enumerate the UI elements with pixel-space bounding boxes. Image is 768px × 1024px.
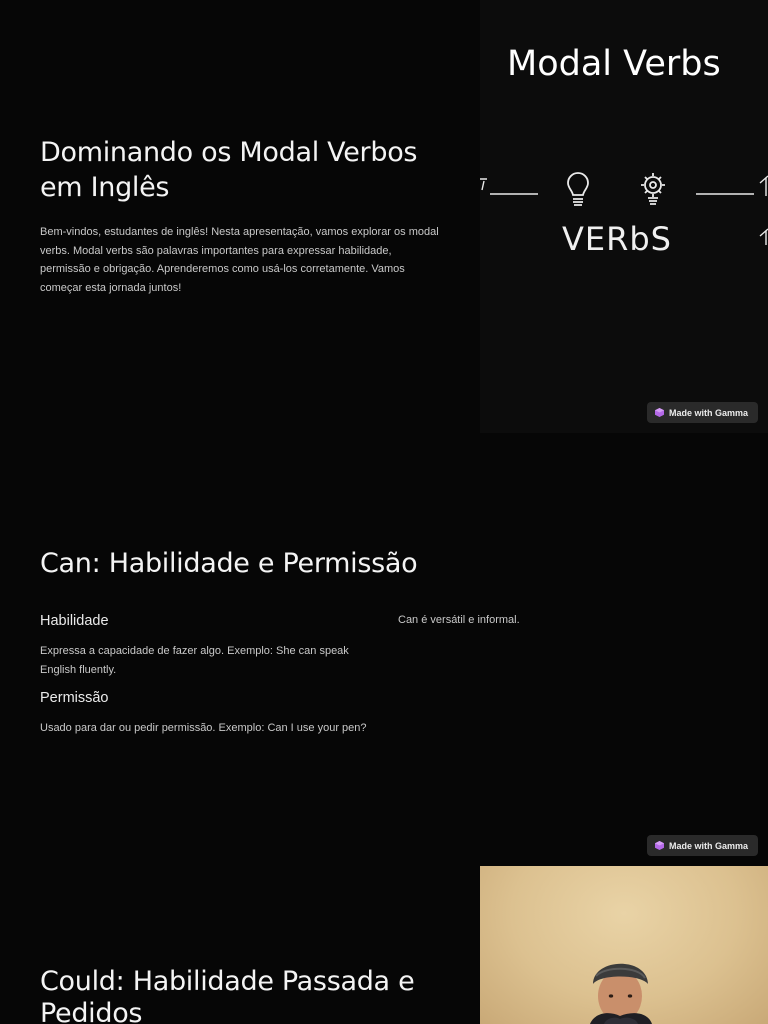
gamma-logo-icon (655, 841, 664, 850)
boy-with-helmet-photo (480, 866, 768, 1024)
section-heading-permission: Permissão (40, 690, 109, 706)
section-text-permission: Usado para dar ou pedir permissão. Exemplo: Can I use your pen? (40, 722, 367, 734)
slide-could (0, 866, 768, 1024)
badge-label: Made with Gamma (669, 840, 749, 851)
gamma-logo-icon (655, 408, 664, 417)
illustration-title: Modal Verbs (507, 44, 721, 84)
made-with-gamma-badge[interactable] (647, 402, 758, 423)
section-text-ability: Expressa a capacidade de fazer algo. Exemplo: She can speak English fluently. (40, 645, 349, 676)
section-heading-ability: Habilidade (40, 613, 109, 629)
slide-title: Dominando os Modal Verbos em Inglês (40, 137, 418, 203)
slide-can (0, 433, 768, 866)
modal-verbs-illustration (480, 0, 768, 433)
slide-intro (0, 0, 768, 433)
slide-title: Could: Habilidade Passada e Pedidos (40, 966, 415, 1024)
side-note: Can é versátil e informal. (398, 614, 520, 626)
lightbulb-icon (568, 173, 588, 205)
slide-title: Can: Habilidade e Permissão (40, 548, 418, 579)
made-with-gamma-badge[interactable] (647, 835, 758, 856)
illustration-graphics (480, 0, 768, 433)
boy-illustration (480, 866, 768, 1024)
slide-body-text: Bem-vindos, estudantes de inglês! Nesta apresentação, vamos explorar os modal verbs. Modal verbs são palavras importantes para expressar habilidade, permissão e obrigação. Aprenderemos como usá-los corretamente. Vamos começar esta jornada juntos! (40, 226, 439, 294)
illustration-verbs-word: VERbS (562, 220, 672, 258)
gear-bulb-icon (641, 173, 665, 204)
badge-label: Made with Gamma (669, 407, 749, 418)
